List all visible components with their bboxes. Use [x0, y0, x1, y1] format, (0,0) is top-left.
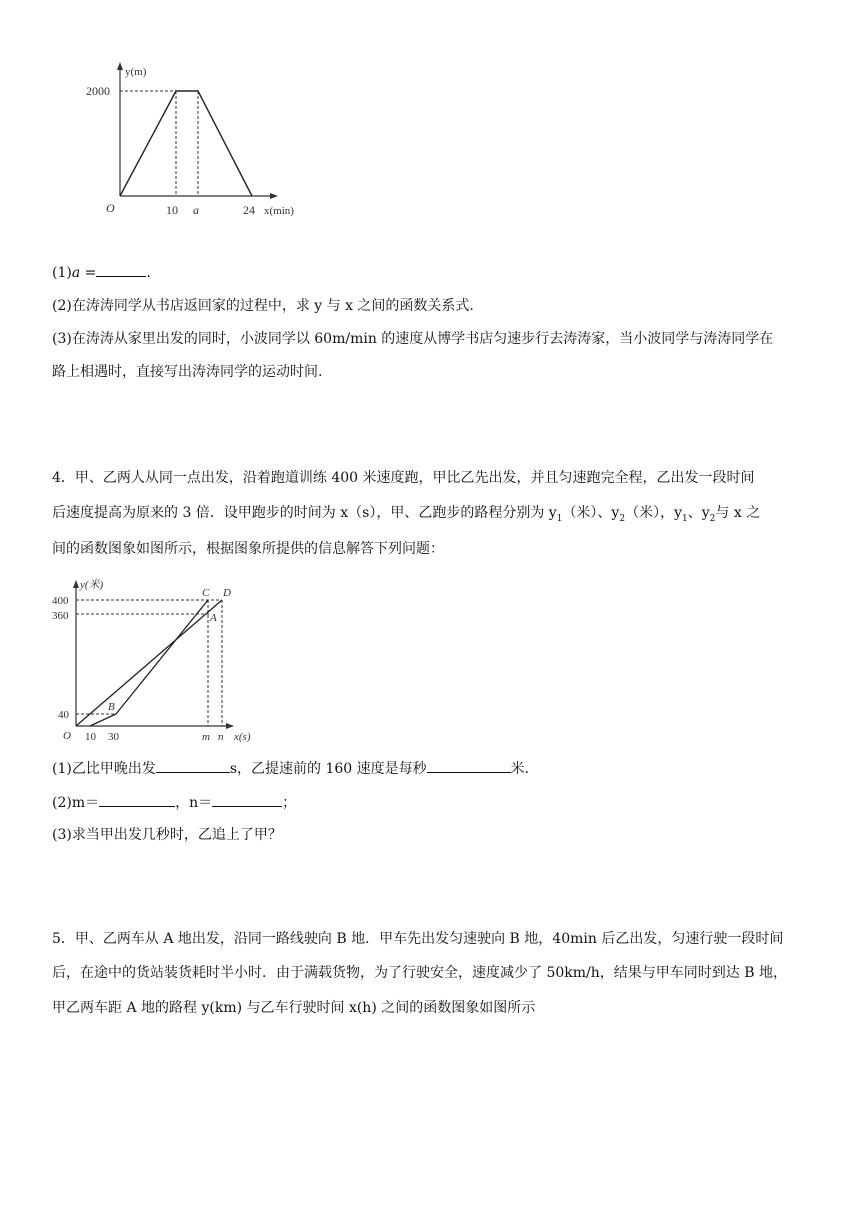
point-D-label: D — [223, 587, 231, 599]
answer-blank-delay[interactable] — [156, 758, 230, 773]
line-jia — [76, 600, 222, 726]
answer-blank-a[interactable] — [96, 262, 146, 277]
y-tick-360: 360 — [52, 610, 69, 622]
x-tick-30: 30 — [108, 731, 119, 743]
y-tick-400: 400 — [52, 595, 69, 607]
q3-part1: (1)a = . — [52, 262, 151, 283]
y-axis-arrow — [117, 62, 123, 70]
q4-part3: (3)求当甲出发几秒时，乙追上了甲？ — [52, 827, 282, 843]
answer-blank-n[interactable] — [212, 792, 282, 807]
q4-line1: 4．甲、乙两人从同一点出发，沿着跑道训练 400 米速度跑，甲比乙先出发，并且匀速跑完全程，乙出发一段时间 — [52, 470, 755, 486]
y-axis-label: y(m) — [125, 66, 147, 78]
x-axis-arrow — [270, 193, 278, 199]
q5-line1: 5．甲、乙两车从 A 地出发，沿同一路线驶向 B 地．甲车先出发匀速驶向 B 地，40min 后乙出发，匀速行驶一段时间 — [52, 931, 784, 947]
y-axis-label: y(米) — [80, 579, 104, 591]
y-tick-2000: 2000 — [86, 84, 110, 98]
x-axis-arrow — [226, 723, 234, 729]
trapezoid-line — [120, 91, 252, 196]
x-axis-label: x(s) — [234, 731, 251, 743]
running-graph-q4 — [0, 570, 860, 770]
distance-time-graph-1 — [0, 0, 860, 230]
q3-part2: (2)在涛涛同学从书店返回家的过程中，求 y 与 x 之间的函数关系式. — [52, 298, 474, 314]
x-tick-m: m — [202, 731, 210, 743]
answer-blank-m[interactable] — [99, 792, 175, 807]
point-B-label: B — [108, 701, 115, 713]
y-axis-arrow — [73, 580, 79, 588]
q4-line3: 间的函数图象如图所示，根据图象所提供的信息解答下列问题： — [52, 541, 444, 557]
y-tick-40: 40 — [58, 709, 69, 721]
origin-label: O — [106, 201, 115, 215]
x-tick-n: n — [218, 731, 224, 743]
origin-label: O — [63, 730, 71, 742]
x-tick-24: 24 — [243, 203, 255, 217]
point-C-label: C — [202, 587, 210, 599]
answer-blank-speed[interactable] — [427, 758, 511, 773]
x-tick-10: 10 — [166, 203, 178, 217]
q5-line2: 后，在途中的货站装货耗时半小时．由于满载货物，为了行驶安全，速度减少了 50km/h，结果与甲车同时到达 B 地， — [52, 965, 787, 981]
x-axis-label: x(min) — [264, 205, 294, 217]
q4-part2: (2)m＝ ，n＝ ； — [52, 792, 296, 813]
q4-part1: (1)乙比甲晚出发 s，乙提速前的 160 速度是每秒 米. — [52, 758, 529, 779]
q5-line3: 甲乙两车距 A 地的路程 y(km) 与乙车行驶时间 x(h) 之间的函数图象如图所示 — [52, 1000, 536, 1016]
q4-line2: 后速度提高为原来的 3 倍．设甲跑步的时间为 x（s），甲、乙跑步的路程分别为 $y_1$（米）、$y_2$（米），$y_1$、$y_2$与 x 之 — [52, 505, 761, 524]
x-tick-a: a — [193, 203, 199, 217]
x-tick-10: 10 — [85, 731, 96, 743]
q3-part3-line1: (3)在涛涛从家里出发的同时，小波同学以 60m/min 的速度从博学书店匀速步行去涛涛家，当小波同学与涛涛同学在 — [52, 331, 774, 347]
q3-part3-line2: 路上相遇时，直接写出涛涛同学的运动时间. — [52, 364, 323, 380]
point-A-label: A — [210, 612, 217, 624]
